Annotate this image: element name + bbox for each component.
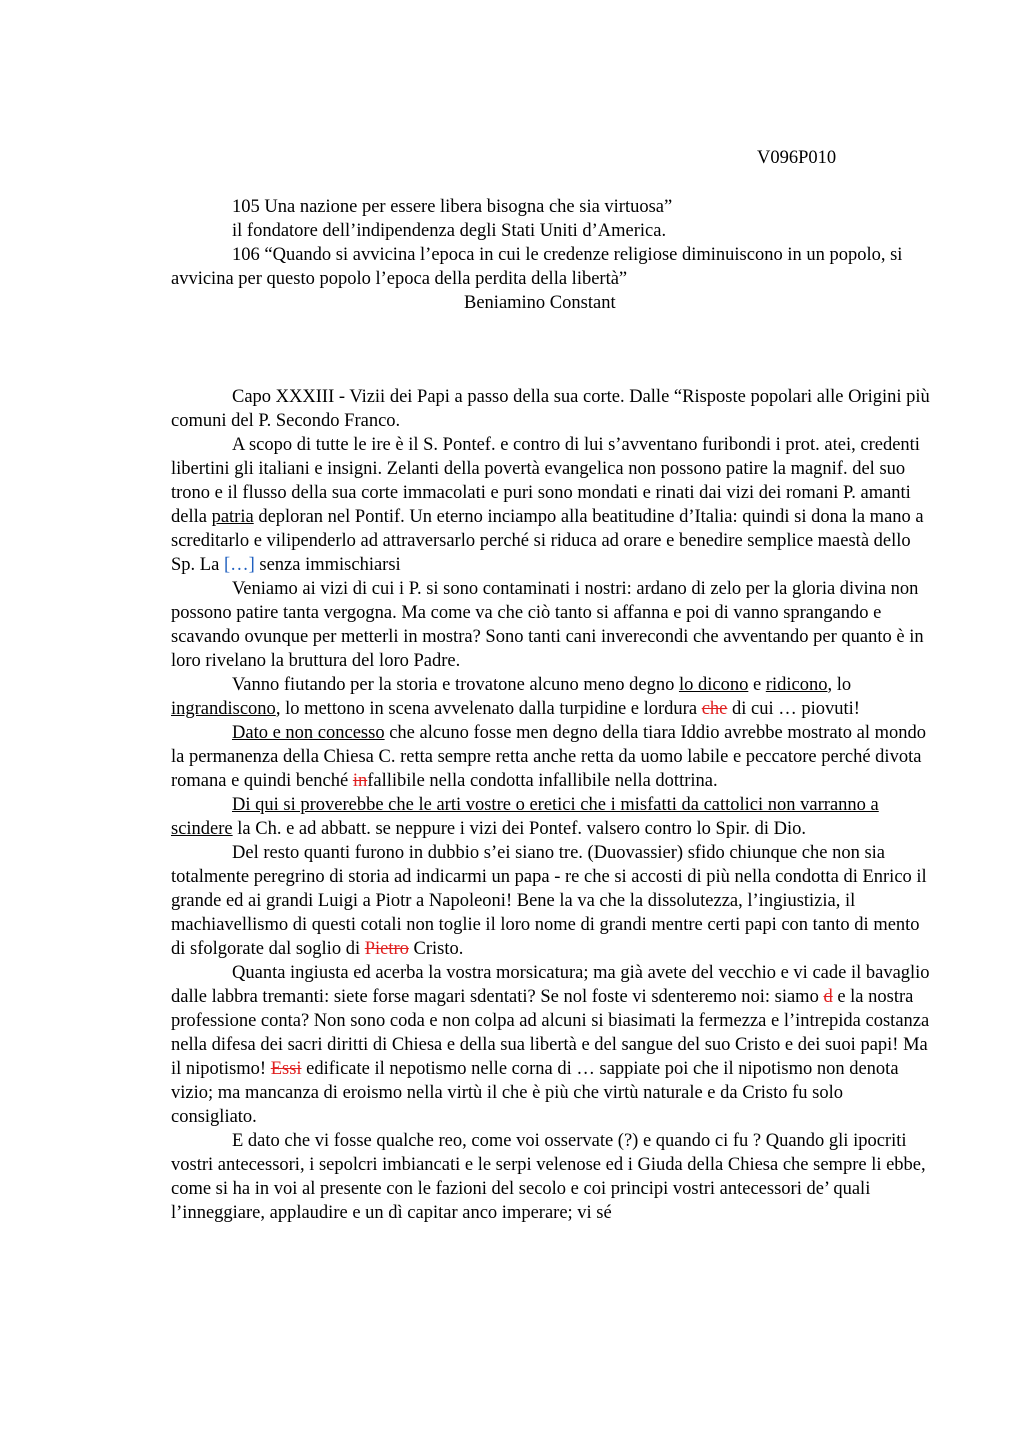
paragraph-5 (171, 721, 931, 793)
text-span: di cui … piovuti! (727, 699, 860, 719)
text-span: edificate il nepotismo nelle corna di … sappiate poi che il nipotismo non denota vizio; ma mancanza di eroismo nella virtù il che è più che virtù naturale e da Cristo fu solo consigliato. (171, 1059, 899, 1127)
text-span: Vanno fiutando per la storia e trovatone alcuno meno degno (232, 675, 679, 695)
text-span: fallibile nella condotta infallibile nella dottrina. (367, 771, 718, 791)
paragraph-8 (171, 961, 931, 1129)
text-span: , lo mettono in scena avvelenato dalla turpidine e lordura (275, 699, 702, 719)
paragraph-2 (171, 433, 931, 577)
deleted-text: in (352, 771, 368, 791)
deleted-text: Pietro (364, 939, 409, 959)
text-span: e la nostra professione conta? Non sono coda e non colpa ad alcuni si biasimati la fermezza e l’intrepida costanza nella difesa dei sacri diritti di Chiesa e della sua libertà e del sangue del suo Cristo e dei suoi papi! Ma il nipotismo! (171, 987, 930, 1079)
text-span: e (748, 675, 766, 695)
quote-105: 105 Una nazione per essere libera bisogna che sia virtuosa” (232, 197, 673, 217)
paragraph-9: E dato che vi fosse qualche reo, come voi osservate (?) e quando ci fu ? Quando gli ipocriti vostri antecessori, i sepolcri imbiancati e le serpi velenose ed i Giuda della Chiesa che sempre li ebbe, come si ha in voi al presente con le fazioni del secolo e coi principi vostri antecessori de’ quali l’inneggiare, applaudire e un dì capitar anco imperare; vi sé (171, 1131, 926, 1223)
editorial-bracket: […] (223, 555, 255, 575)
deleted-text: che (701, 699, 728, 719)
text-span: che alcuno fosse men degno della tiara Iddio avrebbe mostrato al mondo la permanenza della Chiesa C. retta sempre retta anche retta da uomo labile e peccatore perché divota romana e quindi benché (171, 723, 927, 791)
underlined-text: ridicono (765, 675, 828, 695)
quote-105-attribution: il fondatore dell’indipendenza degli Stati Uniti d’America. (232, 221, 667, 241)
paragraph-7 (171, 841, 931, 961)
text-span: senza immischiarsi (254, 555, 401, 575)
text-span: deploran nel Pontif. Un eterno inciampo alla beatitudine d’Italia: quindi si dona la mano a screditarlo e vilipenderlo ad attraversarlo perché si riduca ad orare e benedire semplice maestà dello Sp. La (171, 507, 924, 575)
text-span: la Ch. e ad abbatt. se neppure i vizi dei Pontef. valsero contro lo Spir. di Dio. (232, 819, 807, 839)
deleted-text: d (823, 987, 833, 1007)
text-span: A scopo di tutte le ire è il S. Pontef. e contro di lui s’avventano furibondi i prot. atei, credenti libertini gli italiani e insigni. Zelanti della povertà evangelica non possono patire la magnif. del suo trono e il flusso della sua corte immacolati e puri sono mondati e rinati dai vizi dei romani P. amanti della (171, 435, 920, 527)
text-span: Cristo. (408, 939, 464, 959)
main-text (171, 385, 931, 1225)
text-span: Quanta ingiusta ed acerba la vostra morsicatura; ma già avete del vecchio e vi cade il bavaglio dalle labbra tremanti: siete forse magari sdentati? Se nol foste vi sdenteremo noi: siamo (171, 963, 930, 1007)
underlined-text: ingrandiscono (171, 699, 276, 719)
quote-106-author: Beniamino Constant (464, 293, 616, 313)
page-identifier: V096P010 (757, 148, 837, 168)
deleted-text: Essi (270, 1059, 302, 1079)
paragraph-4 (171, 673, 931, 721)
underlined-text: Dato e non concesso (232, 723, 385, 743)
text-span: Del resto quanti furono in dubbio s’ei siano tre. (Duovassier) sfido chiunque che non sia totalmente peregrino di storia ad indicarmi un papa - re che si accosti di più nella condotta di Enrico il grande ed ai grandi Luigi a Piotr a Napoleoni! Bene la va che la dissolutezza, l’ingiustizia, il machiavellismo di questi cotali non toglie il loro nome di grandi mentre certi papi con tanto di mento di sfolgorate dal soglio di (171, 843, 927, 959)
intro-quotes (171, 195, 931, 315)
underlined-text: lo dicono (678, 675, 749, 695)
quote-106: 106 “Quando si avvicina l’epoca in cui le credenze religiose diminuiscono in un popolo, si avvicina per questo popolo l’epoca della perdita della libertà” (171, 245, 903, 289)
underlined-text: Di qui si proverebbe che le arti vostre o eretici che i misfatti da cattolici non varranno a scindere (171, 795, 879, 839)
underlined-text: patria (211, 507, 254, 527)
paragraph-chapter-heading: Capo XXXIII - Vizii dei Papi a passo della sua corte. Dalle “Risposte popolari alle Origini più comuni del P. Secondo Franco. (171, 387, 930, 431)
paragraph-6 (171, 793, 931, 841)
paragraph-3: Veniamo ai vizi di cui i P. si sono contaminati i nostri: ardano di zelo per la gloria divina non possono patire tanta vergogna. Ma come va che ciò tanto si affanna e poi di vanno sprangando e scavando ovunque per metterli in mostra? Sono tanti cani inverecondi che avventando per quanto è in loro rivelano la bruttura del loro Padre. (171, 579, 924, 671)
text-span: , lo (827, 675, 852, 695)
